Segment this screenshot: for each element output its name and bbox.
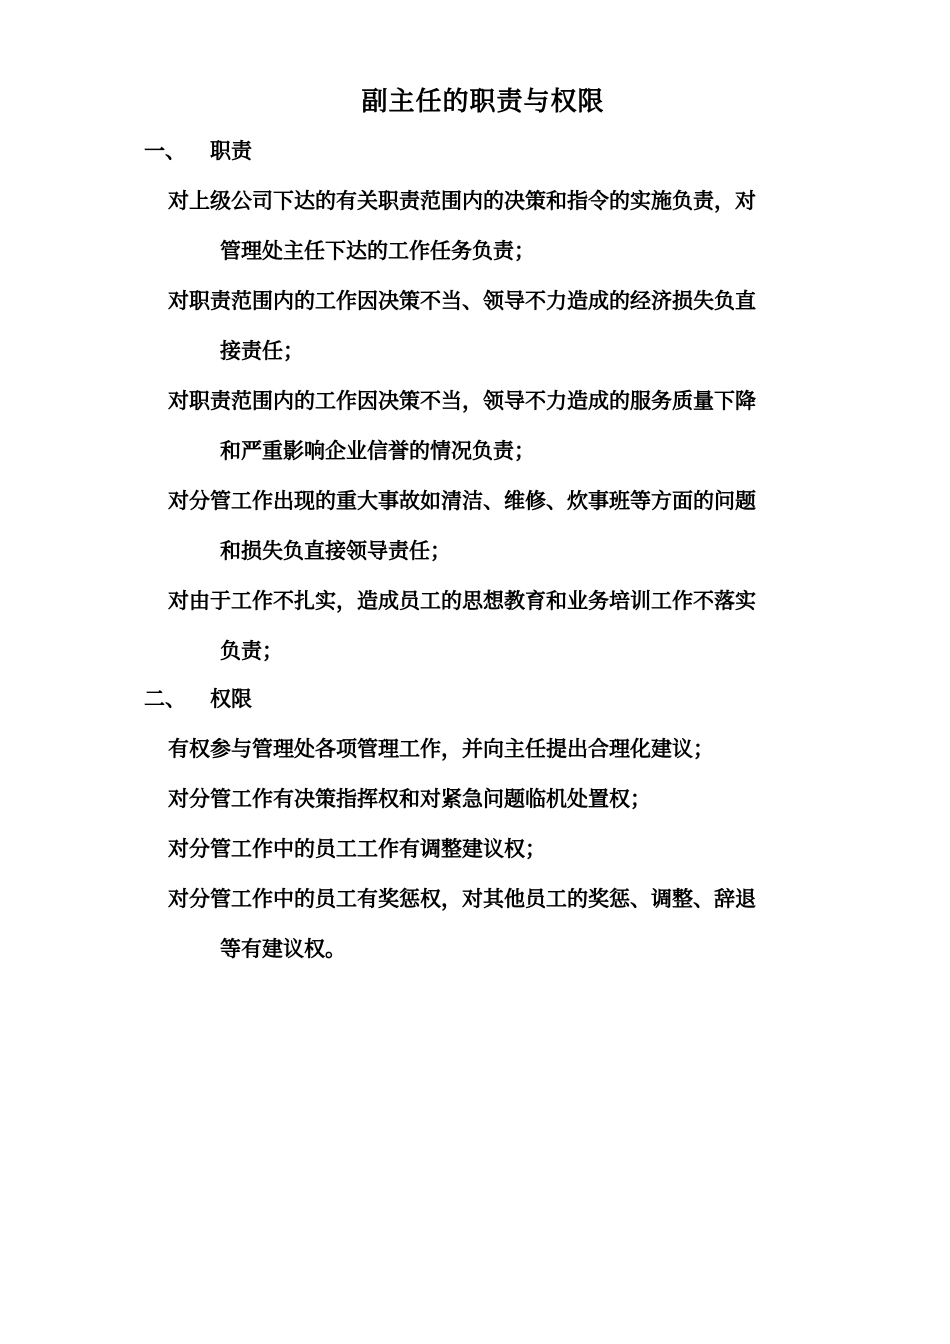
authority-item: [168, 724, 808, 774]
item-line: 对职责范围内的工作因决策不当、领导不力造成的经济损失负直: [168, 288, 756, 313]
item-line: 对由于工作不扎实，造成员工的思想教育和业务培训工作不落实: [168, 588, 756, 613]
section-number: 一、: [144, 138, 186, 163]
item-line-continued: 和损失负直接领导责任；: [220, 538, 451, 563]
item-line-continued: 管理处主任下达的工作任务负责；: [220, 238, 535, 263]
authority-item: [168, 874, 808, 974]
responsibility-item: [168, 176, 808, 276]
item-line-continued: 和严重影响企业信誉的情况负责；: [220, 438, 535, 463]
responsibility-item: [168, 376, 808, 476]
section-heading-responsibilities: [144, 136, 252, 166]
responsibility-item: [168, 476, 808, 576]
item-line-continued: 负责；: [220, 638, 283, 663]
item-line: 对职责范围内的工作因决策不当，领导不力造成的服务质量下降: [168, 388, 756, 413]
item-line: 有权参与管理处各项管理工作，并向主任提出合理化建议；: [168, 736, 714, 761]
item-line-continued: 接责任；: [220, 338, 304, 363]
authority-item: [168, 774, 808, 824]
authority-item: [168, 824, 808, 874]
responsibility-item: [168, 276, 808, 376]
document-title: 副主任的职责与权限: [361, 87, 605, 117]
item-line-continued: 等有建议权。: [220, 936, 346, 961]
responsibility-item: [168, 576, 808, 676]
item-line: 对分管工作出现的重大事故如清洁、维修、炊事班等方面的问题: [168, 488, 756, 513]
item-line: 对分管工作中的员工工作有调整建议权；: [168, 836, 546, 861]
section-title: 职责: [210, 138, 252, 163]
item-line: 对分管工作中的员工有奖惩权，对其他员工的奖惩、调整、辞退: [168, 886, 756, 911]
item-line: 对分管工作有决策指挥权和对紧急问题临机处置权；: [168, 786, 651, 811]
section-number: 二、: [144, 686, 186, 711]
section-title: 权限: [210, 686, 252, 711]
section-heading-authority: [144, 684, 252, 714]
item-line: 对上级公司下达的有关职责范围内的决策和指令的实施负责，对: [168, 188, 756, 213]
